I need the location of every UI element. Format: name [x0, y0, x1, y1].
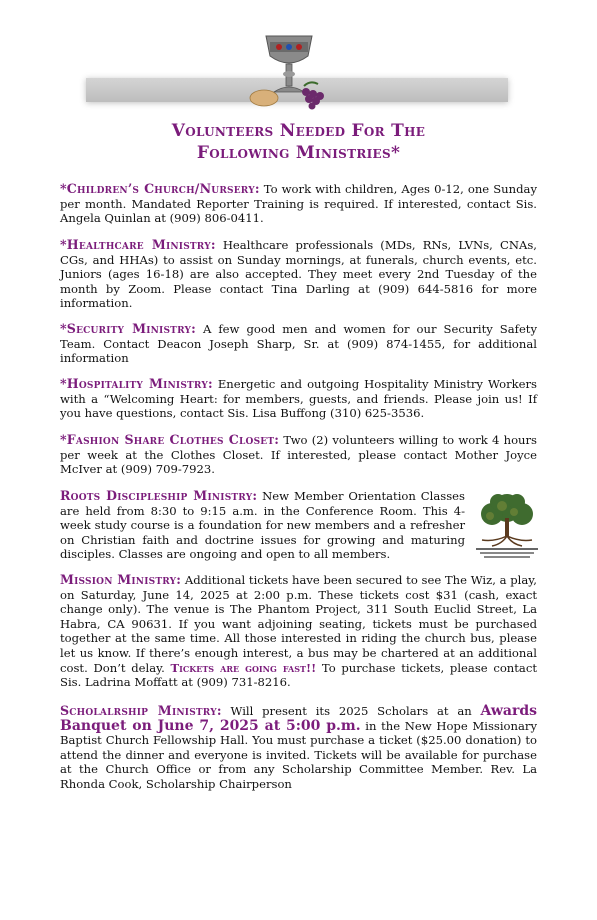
title-line-2: Following Ministries*: [196, 143, 401, 163]
roots-discipleship-tree-logo: [472, 492, 542, 564]
section-security-ministry: [60, 322, 537, 366]
section-heading: Scholalrship Ministry:: [60, 703, 222, 718]
section-body: A few good men and women for our Security Safety Team. Contact Deacon Joseph Sharp, Sr. at (909) 874-1455, for additional information: [60, 322, 538, 366]
section-body-continued: To purchase tickets, please contact Sis. Ladrina Moffatt at (909) 731-8216.: [60, 660, 537, 690]
tickets-going-fast-highlight: Tickets are going fast!!: [170, 660, 317, 675]
section-heading: Mission Ministry:: [60, 572, 182, 587]
section-body: Additional tickets have been secured to see The Wiz, a play, on Saturday, June 14, 2025 at 2:00 p.m. These tickets cost $31 (cash, exact change only). The venue is The Phantom Project, 311 South Euclid Street, La Habra, CA 90631. If you want adjoining seating, tickets must be purchased together at the same time. All those interested in riding the church bus, please let us know. If there’s enough interest, a bus may be chartered at an additional cost. Don’t delay.: [60, 573, 537, 675]
section-roots-discipleship: [60, 489, 465, 562]
section-body-continued: in the New Hope Missionary Baptist Church Fellowship Hall. You must purchase a ticket ($25.00 donation) to attend the dinner and everyone is invited. Tickets will be available for purchase at the Church Office or from any Scholarship Committee Member. Rev. La Rhonda Cook, Scholarship Chairperson: [60, 718, 538, 791]
section-heading: Roots Discipleship Ministry:: [60, 488, 258, 503]
section-body: New Member Orientation Classes are held from 8:30 to 9:15 a.m. in the Conference Room. This 4-week study course is a foundation for new members and a refresher on Christian faith and doctrine issues for growing and maturing disciples. Classes are ongoing and open to all members.: [60, 489, 465, 562]
page-title: [0, 120, 597, 164]
section-body: Healthcare professionals (MDs, RNs, LVNs, CNAs, CGs, and HHAs) to assist on Sunday mornings, at funerals, church events, etc. Juniors (ages 16-18) are also accepted. They meet every 2nd Tuesday of the month by Zoom. Please contact Tina Darling at (909) 644-5816 for more information.: [60, 238, 537, 311]
section-mission-ministry: [60, 573, 537, 690]
section-fashion-share: [60, 433, 537, 477]
section-heading: *Security Ministry:: [60, 321, 196, 336]
awards-banquet-highlight: Awards Banquet on June 7, 2025 at 5:00 p.m.: [60, 703, 537, 734]
section-scholarship-ministry: [60, 704, 537, 792]
header-art: [0, 0, 597, 112]
chalice-grapes-bread-icon: [246, 30, 332, 110]
section-heading: *Hospitality Ministry:: [60, 376, 213, 391]
section-body: To work with children, Ages 0-12, one Sunday per month. Mandated Reporter Training is required. If interested, contact Sis. Angela Quinlan at (909) 806-0411.: [60, 182, 537, 226]
section-body: Energetic and outgoing Hospitality Ministry Workers with a “Welcoming Heart: for members, guests, and friends. Please join us! If you have questions, contact Sis. Lisa Buffong (310) 625-3536.: [60, 377, 537, 421]
section-heading: *Fashion Share Clothes Closet:: [60, 432, 280, 447]
section-heading: *Healthcare Ministry:: [60, 237, 216, 252]
section-healthcare-ministry: [60, 238, 537, 311]
section-body: Will present its 2025 Scholars at an: [230, 704, 472, 718]
section-heading: *Children’s Church/Nursery:: [60, 181, 260, 196]
section-childrens-church: [60, 182, 537, 226]
section-hospitality-ministry: [60, 377, 537, 421]
section-body: Two (2) volunteers willing to work 4 hours per week at the Clothes Closet. If interested, please contact Mother Joyce McIver at (909) 709-7923.: [60, 433, 538, 477]
title-line-1: Volunteers Needed For The: [171, 121, 426, 141]
